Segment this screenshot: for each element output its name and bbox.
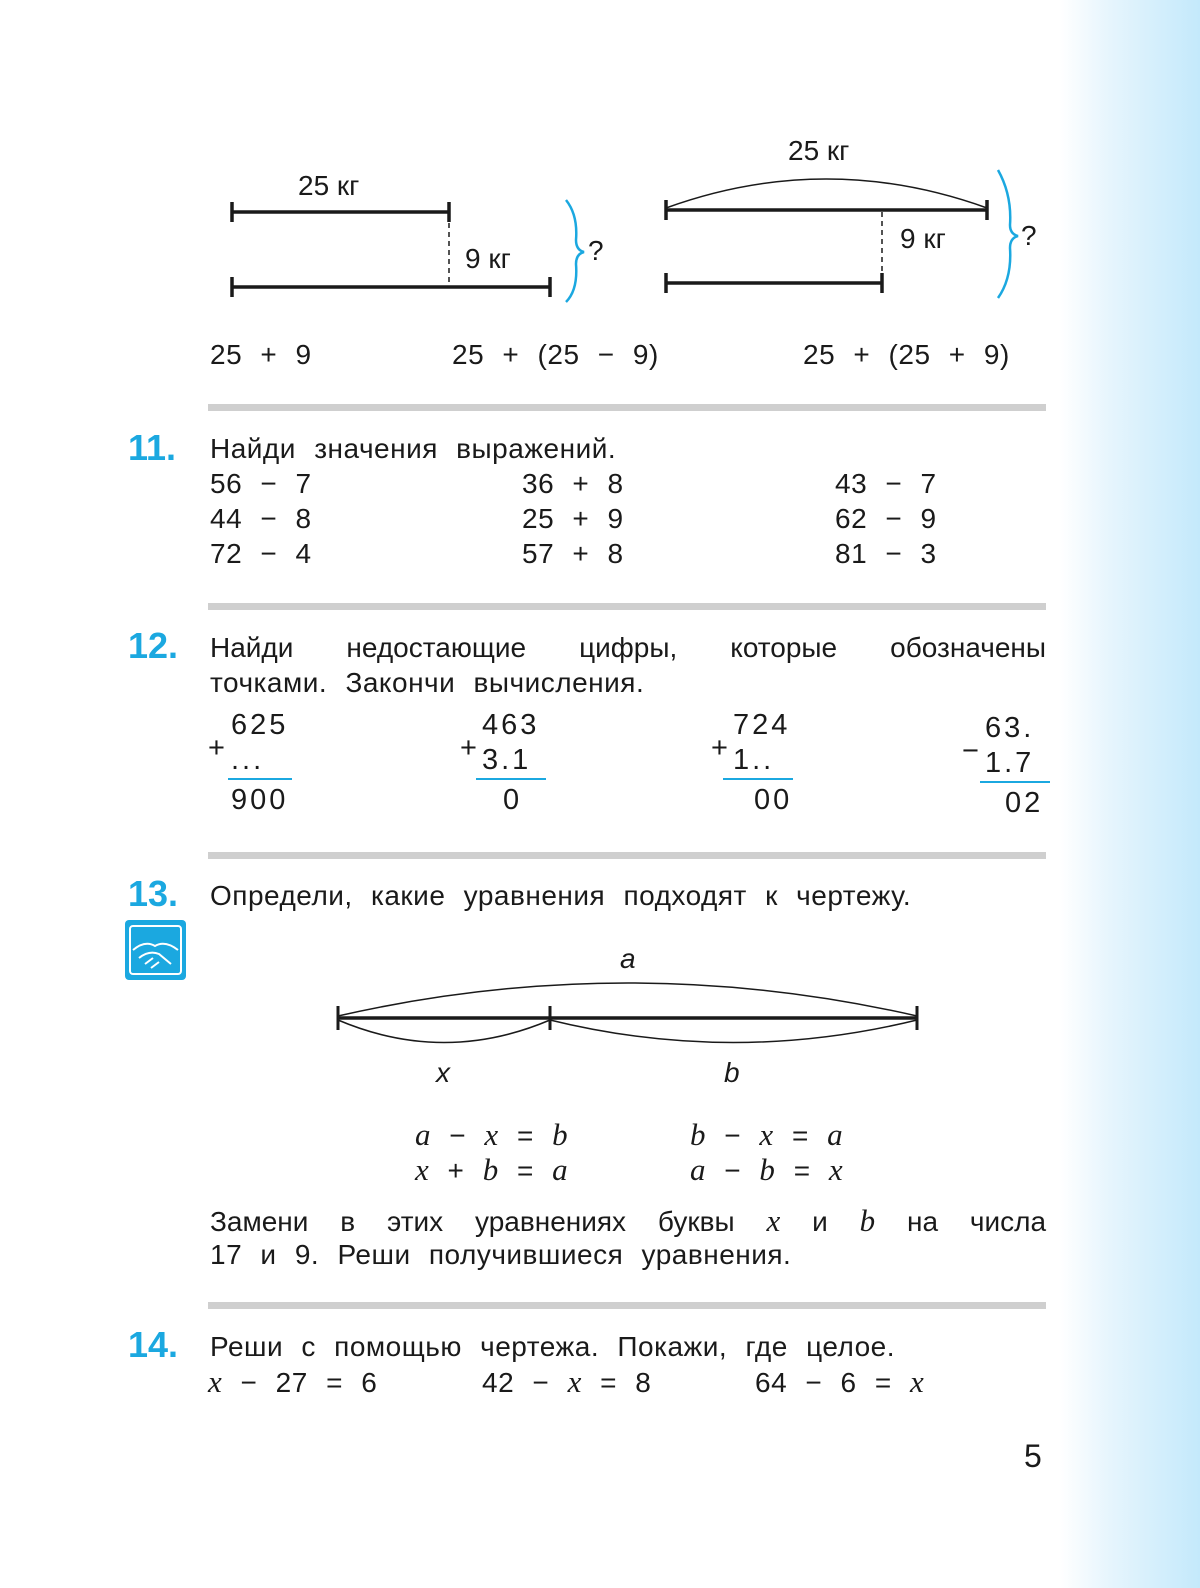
task-12-number: 12. — [128, 625, 179, 666]
result-line — [228, 778, 292, 780]
left-brace — [566, 200, 584, 302]
equation: 64 − 6 = x — [755, 1364, 925, 1399]
operand: 3.1 — [482, 744, 532, 776]
operator: + — [711, 732, 731, 764]
equation: 42 − x = 8 — [482, 1364, 652, 1399]
expression: 72 − 4 — [210, 538, 312, 569]
result-line — [980, 781, 1050, 783]
equation: x + b = a — [415, 1152, 569, 1187]
result: 00 — [754, 784, 793, 816]
result: 900 — [231, 784, 289, 816]
part2-label: b — [724, 1057, 740, 1088]
right-question: ? — [1021, 220, 1037, 251]
operand: 724 — [733, 709, 791, 741]
expression: 44 − 8 — [210, 503, 312, 534]
left-question: ? — [588, 235, 604, 266]
task-14-text: Реши с помощью чертежа. Покажи, где целое. — [210, 1331, 896, 1362]
expression: 43 − 7 — [835, 468, 937, 499]
expression: 81 − 3 — [835, 538, 937, 569]
expression-1: 25 + 9 — [210, 339, 312, 370]
task-11-number: 11. — [128, 427, 177, 468]
task-13-number: 13. — [128, 873, 179, 914]
task-11-text: Найди значения выражений. — [210, 433, 617, 464]
expression-2: 25 + (25 − 9) — [452, 339, 659, 370]
segment-diagram — [0, 940, 1200, 1088]
right-top-label: 25 кг — [788, 135, 850, 166]
task-12-line1: Найди недостающие цифры, которые обозначены — [210, 632, 1046, 663]
part1-label: x — [436, 1057, 450, 1088]
task-13-follow-line2: 17 и 9. Реши получившиеся уравнения. — [210, 1239, 792, 1270]
operand: 63. — [985, 712, 1035, 744]
expression: 25 + 9 — [522, 503, 624, 534]
equation: a − x = b — [415, 1117, 569, 1152]
result-line — [476, 778, 546, 780]
operand: 1.7 — [985, 747, 1035, 779]
equation: x − 27 = 6 — [208, 1364, 378, 1399]
operator: + — [460, 732, 480, 764]
task-13-text: Определи, какие уравнения подходят к чертежу. — [210, 880, 912, 911]
result: 0 — [503, 784, 523, 816]
task-14-number: 14. — [128, 1324, 179, 1365]
separator — [208, 603, 1046, 610]
expression-3: 25 + (25 + 9) — [803, 339, 1010, 370]
right-diff-label: 9 кг — [900, 223, 946, 254]
expression: 36 + 8 — [522, 468, 624, 499]
separator — [208, 852, 1046, 859]
equation: a − b = x — [690, 1152, 844, 1187]
top-diagrams — [0, 0, 1200, 320]
task-12-line2: точками. Закончи вычисления. — [210, 667, 645, 698]
separator — [208, 404, 1046, 411]
left-diff-label: 9 кг — [465, 243, 511, 274]
expression: 57 + 8 — [522, 538, 624, 569]
result: 02 — [1005, 787, 1044, 819]
operator: + — [208, 732, 228, 764]
result-line — [723, 778, 793, 780]
operand: 463 — [482, 709, 540, 741]
whole-label: a — [620, 943, 636, 974]
equation: b − x = a — [690, 1117, 844, 1152]
right-brace — [998, 170, 1018, 298]
operand: ... — [231, 744, 265, 776]
operator: − — [962, 735, 982, 767]
operand: 625 — [231, 709, 289, 741]
task-13-follow-line1: Замени в этих уравнениях буквы x и b на числа — [210, 1203, 1047, 1238]
expression: 56 − 7 — [210, 468, 312, 499]
expression: 62 − 9 — [835, 503, 937, 534]
separator — [208, 1302, 1046, 1309]
operand: 1.. — [733, 744, 775, 776]
left-top-label: 25 кг — [298, 170, 360, 201]
page-number: 5 — [1024, 1438, 1043, 1474]
